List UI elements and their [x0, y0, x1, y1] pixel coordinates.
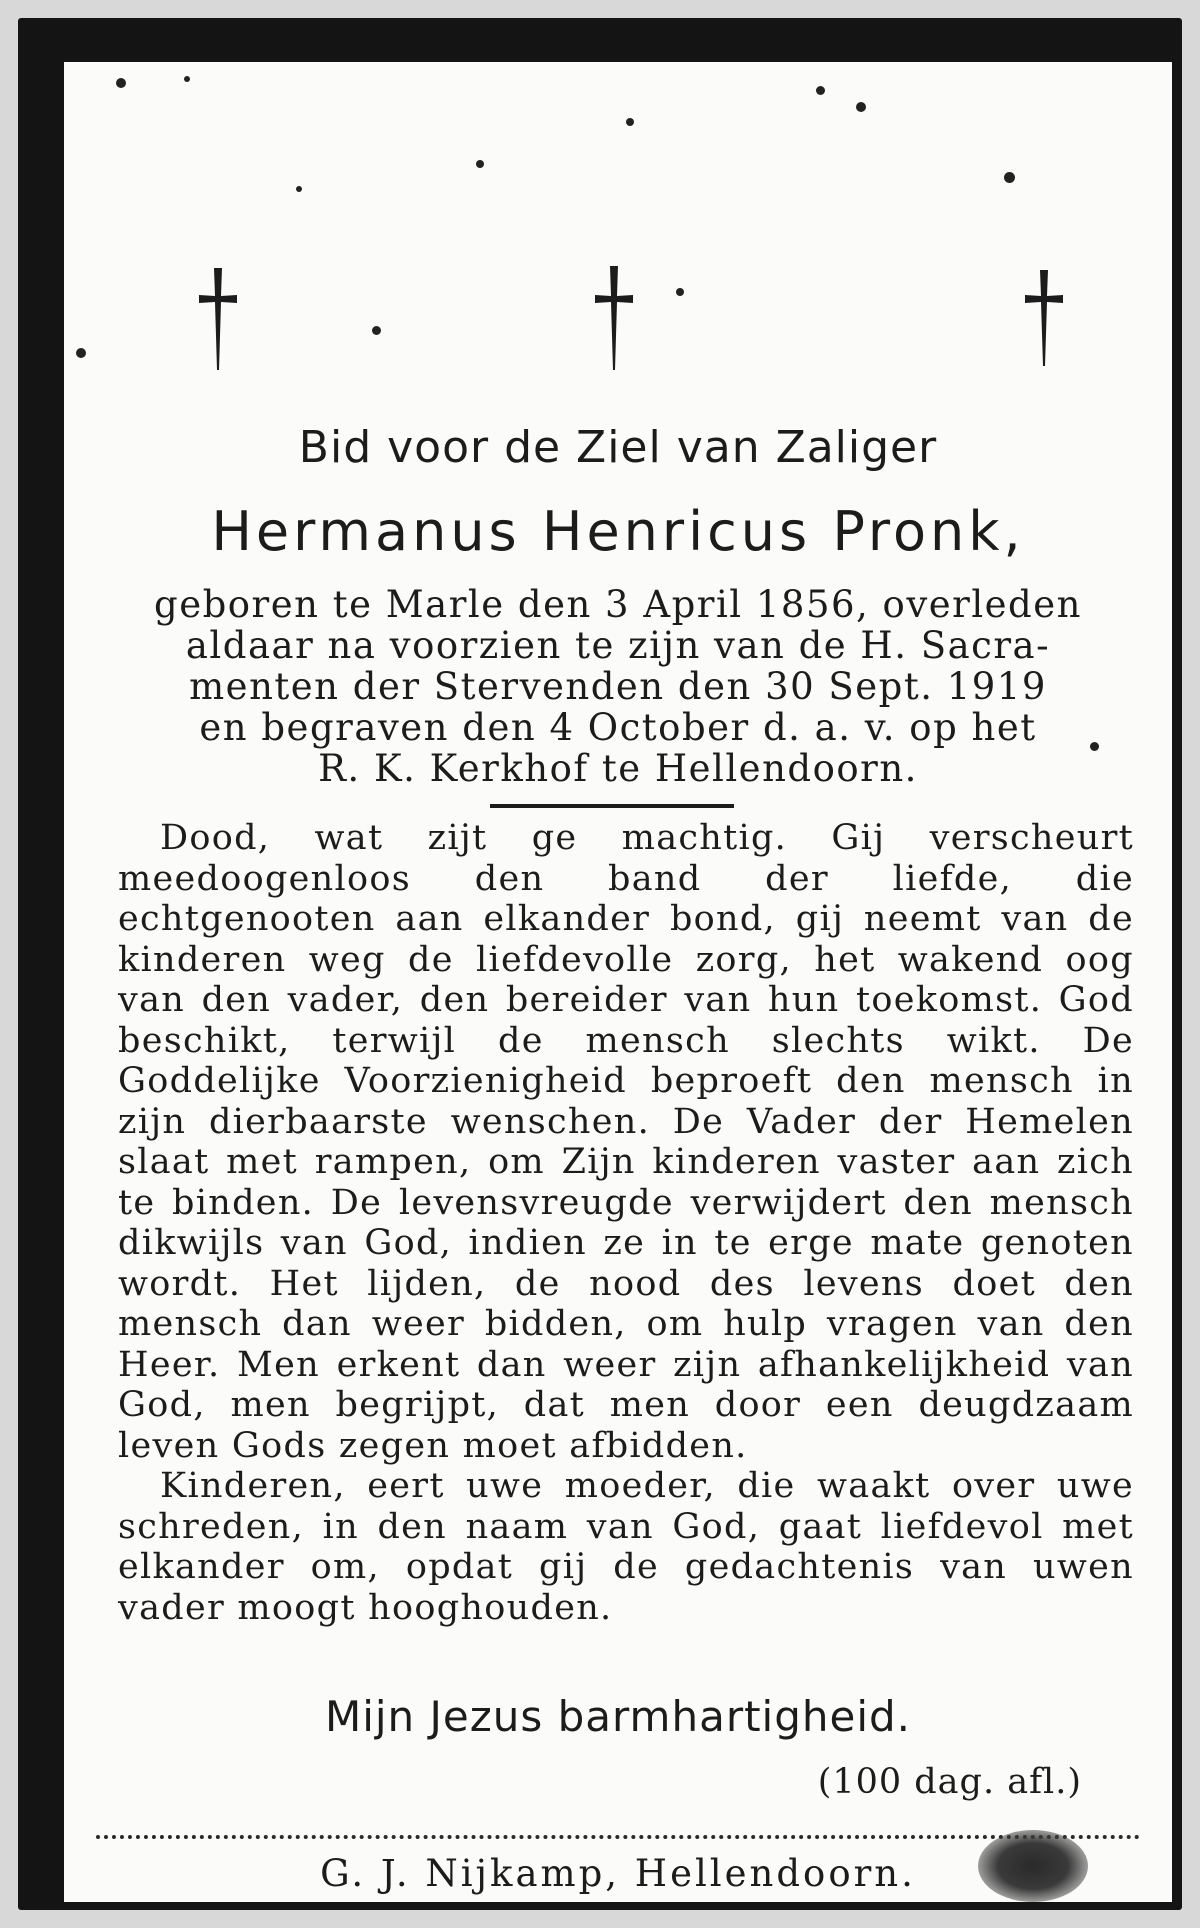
ink-speck — [856, 102, 866, 112]
ink-speck — [76, 348, 86, 358]
ink-speck — [372, 326, 381, 335]
ink-stain — [978, 1830, 1088, 1902]
cross-icon — [1021, 262, 1067, 374]
cross-icon — [591, 262, 637, 374]
prayer-line: Mijn Jezus barmhartigheid. — [324, 1692, 912, 1741]
indulgence-note: (100 dag. afl.) — [817, 1762, 1082, 1802]
ink-speck — [816, 86, 825, 95]
printer-credit: G. J. Nijkamp, Hellendoorn. — [320, 1852, 916, 1895]
ink-speck — [116, 78, 126, 88]
ink-speck — [296, 186, 302, 192]
paragraph: Kinderen, eert uwe moeder, die waakt over uwe schreden, in den naam van God, gaat liefdevol met elkander om, opdat gij de gedachtenis van uwen vader moogt hooghouden. — [118, 1466, 1134, 1628]
ink-speck — [184, 76, 190, 82]
dotted-divider — [96, 1835, 1140, 1839]
ink-speck — [1004, 172, 1015, 183]
ink-speck — [626, 118, 634, 126]
bio-line: geboren te Marle den 3 April 1856, overleden — [154, 583, 1082, 626]
bio-line: menten der Stervenden den 30 Sept. 1919 — [189, 665, 1047, 708]
ink-speck — [676, 288, 684, 296]
memorial-text — [118, 818, 1134, 1628]
ink-speck — [476, 160, 484, 168]
biography — [114, 584, 1122, 789]
bio-line: en begraven den 4 October d. a. v. op het — [199, 706, 1037, 749]
paragraph: Dood, wat zijt ge machtig. Gij verscheurt meedoogenloos den band der liefde, die echtgenooten aan elkander bond, gij neemt van de kinderen weg de liefdevolle zorg, het wakend oog van den vader, den bereider van hun toekomst. God beschikt, terwijl de mensch slechts wikt. De Goddelijke Voorzienigheid beproeft den mensch in zijn dierbaarste wenschen. De Vader der Hemelen slaat met rampen, om Zijn kinderen vaster aan zich te binden. De levensvreugde verwijdert den mensch dikwijls van God, indien ze in te erge mate genoten wordt. Het lijden, de nood des levens doet den mensch dan weer bidden, om hulp vragen van den Heer. Men erkent dan weer zijn afhankelijkheid van God, men begrijpt, dat men door een deugdzaam leven Gods zegen moet afbidden. — [118, 818, 1134, 1466]
cross-icon — [195, 262, 241, 374]
divider — [490, 804, 734, 808]
deceased-name: Hermanus Henricus Pronk, — [211, 500, 1025, 563]
invocation-heading: Bid voor de Ziel van Zaliger — [298, 422, 938, 473]
bio-line: R. K. Kerkhof te Hellendoorn. — [318, 747, 918, 790]
bio-line: aldaar na voorzien te zijn van de H. Sacra- — [185, 624, 1051, 667]
card-border — [18, 18, 1182, 1910]
memorial-card — [64, 62, 1172, 1902]
